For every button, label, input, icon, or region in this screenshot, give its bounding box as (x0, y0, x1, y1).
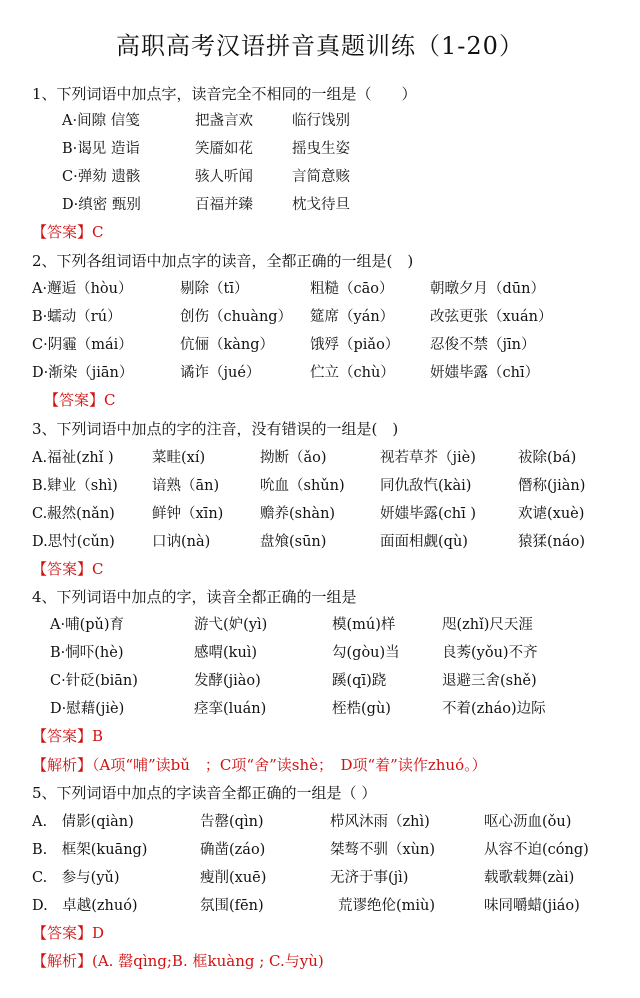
option-cell: 吮血（shǔn) (260, 478, 345, 494)
q5-option-b (0, 839, 640, 861)
q1-option-b (0, 138, 640, 160)
q1-answer: 【答案】C (32, 223, 104, 241)
option-cell: 饿殍（piǎo） (310, 337, 400, 353)
option-cell: 言简意赅 (292, 169, 350, 185)
option-cell: 确凿(záo) (200, 842, 266, 858)
option-cell: C·针砭(biān) (50, 673, 138, 689)
option-cell: A.福祉(zhǐ ) (32, 450, 114, 466)
q4-option-c (0, 670, 640, 692)
option-cell: 同仇敌忾(kài) (380, 478, 472, 494)
option-cell: A·邂逅（hòu） (32, 281, 133, 297)
q2-answer: 【答案】C (44, 391, 116, 409)
q2-option-d (0, 362, 640, 384)
option-cell: 把盏言欢 (195, 113, 253, 129)
option-cell: B·蠕动（rú） (32, 309, 122, 325)
option-cell: 谲诈（jué） (180, 365, 261, 381)
q5-answer: 【答案】D (32, 924, 105, 942)
option-cell: 盘飧(sūn) (260, 534, 327, 550)
option-cell: 妍媸毕露（chī） (430, 365, 540, 381)
q1-option-c (0, 166, 640, 188)
q4-option-a (0, 614, 640, 636)
option-cell: 百福并臻 (195, 197, 253, 213)
option-cell: C.赧然(nǎn) (32, 506, 115, 522)
option-cell: C. 参与(yǔ) (32, 870, 120, 886)
option-cell: 口讷(nà) (152, 534, 211, 550)
option-cell: D·缜密 甄别 (62, 197, 141, 213)
option-cell: 创伤（chuàng） (180, 309, 293, 325)
option-cell: 粗糙（cāo） (310, 281, 394, 297)
option-cell: 祓除(bá) (518, 450, 577, 466)
option-cell: 味同嚼蜡(jiáo) (484, 898, 580, 914)
q3-option-c (0, 503, 640, 525)
option-cell: 僭称(jiàn) (518, 478, 586, 494)
q4-option-b (0, 642, 640, 664)
q3-answer: 【答案】C (32, 560, 104, 578)
option-cell: D. 卓越(zhuó) (32, 898, 138, 914)
option-cell: 桎梏(gù) (332, 701, 391, 717)
option-cell: 摇曳生姿 (292, 141, 350, 157)
option-cell: 发酵(jiào) (194, 673, 261, 689)
option-cell: 剔除（tī） (180, 281, 249, 297)
question-1: 1、下列词语中加点字，读音完全不相同的一组是（ ） (32, 85, 417, 103)
q1-option-a (0, 110, 640, 132)
q3-option-a (0, 447, 640, 469)
option-cell: 筵席（yán） (310, 309, 395, 325)
option-cell: 荒谬绝伦(miù) (338, 898, 436, 914)
option-cell: B. 框架(kuāng) (32, 842, 148, 858)
option-cell: 咫(zhǐ)尺天涯 (442, 617, 533, 633)
q5-option-c (0, 867, 640, 889)
option-cell: 桀骜不驯（xùn) (330, 842, 436, 858)
option-cell: 瘦削(xuē) (200, 870, 267, 886)
option-cell: 感喟(kuì) (194, 645, 258, 661)
option-cell: 氛围(fēn) (200, 898, 264, 914)
option-cell: D.思忖(cǔn) (32, 534, 115, 550)
q2-option-c (0, 334, 640, 356)
option-cell: 蹊(qī)跷 (332, 673, 387, 689)
option-cell: 笑靥如花 (195, 141, 253, 157)
option-cell: 朝暾夕月（dūn） (430, 281, 545, 297)
option-cell: A·哺(pǔ)育 (50, 617, 125, 633)
option-cell: 临行饯别 (292, 113, 350, 129)
q4-answer: 【答案】B (32, 727, 104, 745)
option-cell: 赡养(shàn) (260, 506, 336, 522)
q5-option-a (0, 811, 640, 833)
option-cell: 视若草芥（jiè) (380, 450, 476, 466)
option-cell: 面面相觑(qù) (380, 534, 468, 550)
option-cell: A. 倩影(qiàn) (32, 814, 134, 830)
option-cell: 不着(zháo)边际 (442, 701, 546, 717)
option-cell: C·弹劾 遗骸 (62, 169, 141, 185)
option-cell: 谙熟（ān) (152, 478, 220, 494)
option-cell: 载歌载舞(zài) (484, 870, 575, 886)
option-cell: C·阴霾（mái） (32, 337, 133, 353)
option-cell: B·恫吓(hè) (50, 645, 124, 661)
option-cell: 鲜钟（xīn) (152, 506, 224, 522)
option-cell: 从容不迫(cóng) (484, 842, 589, 858)
option-cell: 告罄(qìn) (200, 814, 264, 830)
q3-option-b (0, 475, 640, 497)
option-cell: 良莠(yǒu)不齐 (442, 645, 538, 661)
q2-option-a (0, 278, 640, 300)
option-cell: B.肄业（shì) (32, 478, 118, 494)
option-cell: 菜畦(xí) (152, 450, 206, 466)
option-cell: 妍媸毕露(chī ) (380, 506, 477, 522)
option-cell: B·谒见 造诣 (62, 141, 140, 157)
option-cell: 呕心沥血(ǒu) (484, 814, 572, 830)
q5-option-d (0, 895, 640, 917)
option-cell: 改弦更张（xuán） (430, 309, 553, 325)
option-cell: 忍俊不禁（jīn） (430, 337, 536, 353)
q5-analysis: 【解析】(A. 罄qìng;B. 框kuàng ; C.与yù) (32, 952, 324, 970)
q3-option-d (0, 531, 640, 553)
question-2: 2、下列各组词语中加点字的读音，全都正确的一组是( ) (32, 252, 414, 270)
question-3: 3、下列词语中加点的字的注音，没有错误的一组是( ) (32, 420, 399, 438)
option-cell: D·渐染（jiān） (32, 365, 134, 381)
option-cell: 退避三舍(shě) (442, 673, 537, 689)
page-title: 高职高考汉语拼音真题训练（1-20） (116, 32, 524, 60)
option-cell: D·慰藉(jiè) (50, 701, 125, 717)
q2-option-b (0, 306, 640, 328)
question-5: 5、下列词语中加点的字读音全都正确的一组是（ ） (32, 784, 377, 802)
option-cell: 痉挛(luán) (194, 701, 267, 717)
option-cell: 伫立（chù） (310, 365, 395, 381)
option-cell: 伉俪（kàng） (180, 337, 275, 353)
option-cell: 勾(gòu)当 (332, 645, 400, 661)
option-cell: 游弋(妒(yì) (194, 617, 268, 633)
option-cell: 无济于事(jì) (330, 870, 409, 886)
option-cell: A·间隙 信笺 (62, 113, 140, 129)
question-4: 4、下列词语中加点的字，读音全都正确的一组是 (32, 588, 357, 606)
option-cell: 栉风沐雨（zhì) (330, 814, 430, 830)
option-cell: 骇人听闻 (195, 169, 253, 185)
q4-analysis: 【解析】（A项“哺”读bǔ ；C项“舍”读shè； D项“着”读作zhuó。） (32, 756, 487, 774)
q4-option-d (0, 698, 640, 720)
option-cell: 拗断（ǎo) (260, 450, 327, 466)
option-cell: 模(mú)样 (332, 617, 396, 633)
option-cell: 欢谑(xuè) (518, 506, 585, 522)
option-cell: 猿猱(náo) (518, 534, 586, 550)
option-cell: 枕戈待旦 (292, 197, 350, 213)
q1-option-d (0, 194, 640, 216)
